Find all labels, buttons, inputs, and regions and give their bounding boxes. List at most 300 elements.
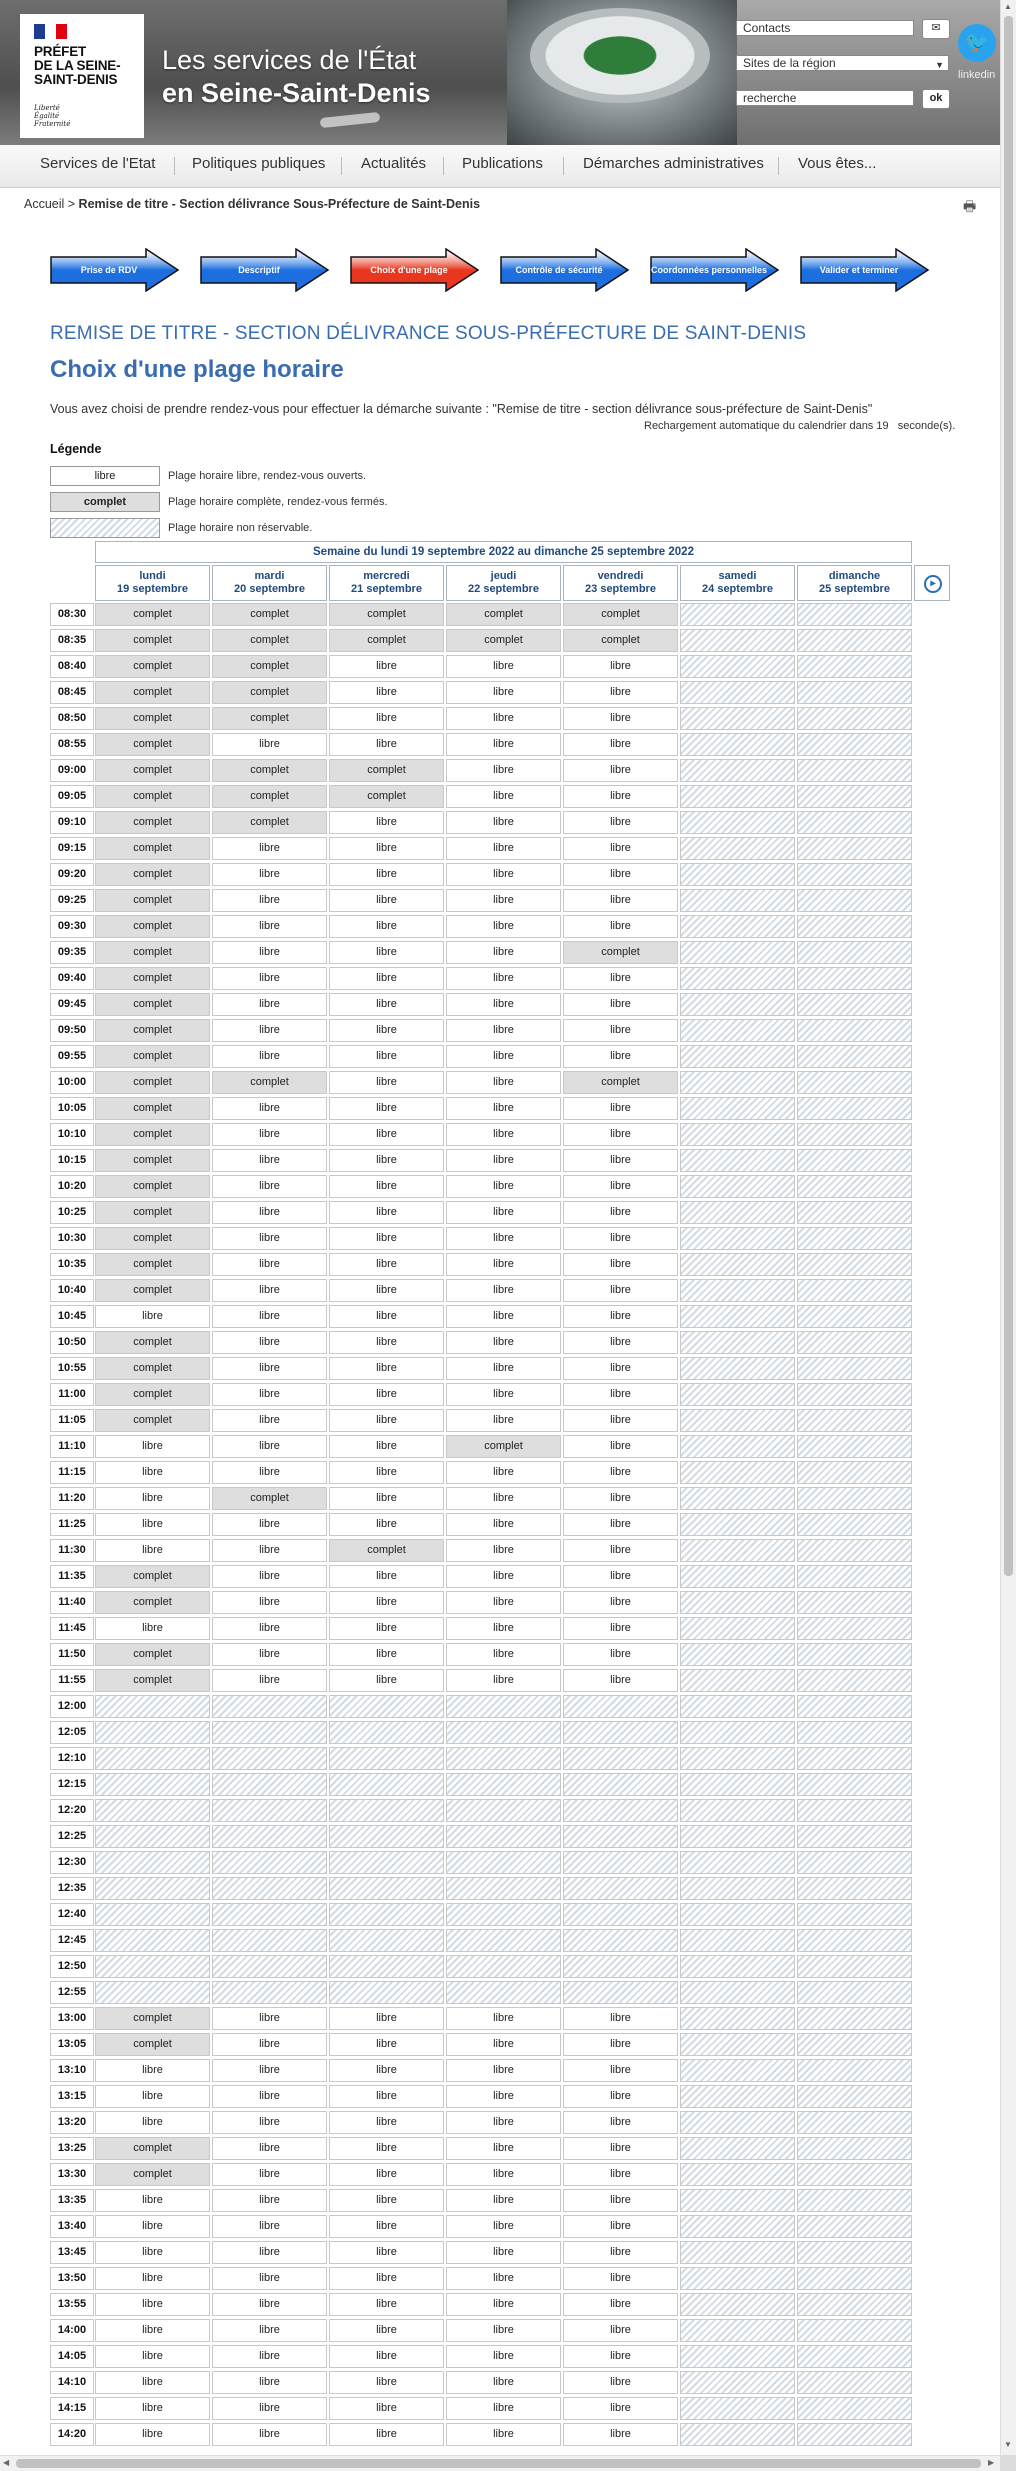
slot-libre[interactable]: libre [563,1669,678,1692]
linkedin-link[interactable]: linkedin [958,69,996,81]
slot-libre[interactable]: libre [212,1591,327,1614]
horizontal-scroll-thumb[interactable] [16,2459,981,2468]
slot-libre[interactable]: libre [212,1461,327,1484]
slot-libre[interactable]: libre [212,1539,327,1562]
slot-libre[interactable]: libre [446,2397,561,2420]
breadcrumb-home[interactable]: Accueil [24,197,65,211]
slot-libre[interactable]: libre [329,837,444,860]
slot-libre[interactable]: libre [329,1461,444,1484]
slot-libre[interactable]: libre [329,2163,444,2186]
site-title[interactable]: Les services de l'État en Seine-Saint-Denis [162,45,431,108]
scroll-left-icon[interactable]: ◀ [3,2458,10,2467]
slot-libre[interactable]: libre [329,1019,444,1042]
slot-libre[interactable]: libre [212,941,327,964]
slot-row [50,1357,914,1381]
slot-non-reservable [797,759,912,782]
slot-libre[interactable]: libre [212,1513,327,1536]
slot-libre[interactable]: libre [446,889,561,912]
slot-libre[interactable]: libre [563,915,678,938]
slot-libre[interactable]: libre [446,993,561,1016]
nav-item-vous-etes[interactable]: Vous êtes... [798,155,877,172]
slot-libre[interactable]: libre [212,1357,327,1380]
slot-libre[interactable]: libre [446,759,561,782]
slot-libre[interactable]: libre [329,655,444,678]
slot-libre[interactable]: libre [446,2215,561,2238]
slot-libre[interactable]: libre [446,2345,561,2368]
slot-libre[interactable]: libre [212,967,327,990]
slot-non-reservable [797,2345,912,2368]
slot-libre[interactable]: libre [329,967,444,990]
slot-libre[interactable]: libre [563,1019,678,1042]
slot-non-reservable [680,1981,795,2004]
slot-libre[interactable]: libre [446,1591,561,1614]
nav-item-publications[interactable]: Publications [462,155,543,172]
slot-libre[interactable]: libre [212,1331,327,1354]
slot-libre[interactable]: libre [563,2085,678,2108]
slot-libre[interactable]: libre [563,2319,678,2342]
slot-libre[interactable]: libre [446,2319,561,2342]
nav-item-services[interactable]: Services de l'Etat [40,155,156,172]
slot-libre[interactable]: libre [446,1097,561,1120]
slot-libre[interactable]: libre [329,915,444,938]
slot-libre[interactable]: libre [329,2241,444,2264]
slot-libre[interactable]: libre [563,1253,678,1276]
slot-libre[interactable]: libre [212,1435,327,1458]
slot-libre[interactable]: libre [446,1071,561,1094]
slot-libre[interactable]: libre [329,1435,444,1458]
slot-libre[interactable]: libre [329,1201,444,1224]
slot-libre[interactable]: libre [563,1643,678,1666]
nav-item-actualites[interactable]: Actualités [361,155,427,172]
slot-libre[interactable]: libre [212,1409,327,1432]
slot-libre[interactable]: libre [329,2345,444,2368]
slot-non-reservable [797,603,912,626]
slot-libre[interactable]: libre [563,1565,678,1588]
slot-non-reservable [797,785,912,808]
search-input[interactable]: recherche [736,90,914,106]
slot-libre[interactable]: libre [446,2267,561,2290]
slot-libre[interactable]: libre [329,1409,444,1432]
slot-libre[interactable]: libre [329,2007,444,2030]
slot-libre[interactable]: libre [446,941,561,964]
slot-non-reservable [563,1825,678,1848]
slot-libre[interactable]: libre [329,1383,444,1406]
slot-libre[interactable]: libre [95,2371,210,2394]
slot-libre[interactable]: libre [95,1461,210,1484]
slot-libre[interactable]: libre [446,2007,561,2030]
slot-libre[interactable]: libre [212,863,327,886]
slot-libre[interactable]: libre [329,2397,444,2420]
slot-time: 11:10 [50,1435,94,1458]
slot-libre[interactable]: libre [446,1227,561,1250]
slot-libre[interactable]: libre [563,967,678,990]
slot-libre[interactable]: libre [563,811,678,834]
slot-libre[interactable]: libre [563,1513,678,1536]
slot-time: 09:20 [50,863,94,886]
slot-libre[interactable]: libre [446,1409,561,1432]
slot-libre[interactable]: libre [446,2189,561,2212]
slot-libre[interactable]: libre [212,1305,327,1328]
slot-libre[interactable]: libre [563,889,678,912]
slot-libre[interactable]: libre [329,1487,444,1510]
slot-libre[interactable]: libre [329,2137,444,2160]
slot-libre[interactable]: libre [95,2293,210,2316]
slot-libre[interactable]: libre [563,707,678,730]
slot-libre[interactable]: libre [446,785,561,808]
slot-time: 09:55 [50,1045,94,1068]
slot-non-reservable [329,1981,444,2004]
slot-libre[interactable]: libre [446,2111,561,2134]
step-3[interactable] [350,248,480,292]
slot-libre[interactable]: libre [95,2397,210,2420]
slot-libre[interactable]: libre [446,837,561,860]
slot-libre[interactable]: libre [329,2085,444,2108]
slot-libre[interactable]: libre [95,1513,210,1536]
slot-non-reservable [680,1591,795,1614]
slot-libre[interactable]: libre [329,1591,444,1614]
slot-libre[interactable]: libre [563,1227,678,1250]
slot-libre[interactable]: libre [563,1175,678,1198]
slot-libre[interactable]: libre [329,707,444,730]
slot-libre[interactable]: libre [563,1045,678,1068]
mail-button[interactable] [922,19,950,39]
slot-libre[interactable]: libre [446,655,561,678]
slot-libre[interactable]: libre [95,2423,210,2446]
slot-libre[interactable]: libre [212,2189,327,2212]
slot-libre[interactable]: libre [446,1383,561,1406]
search-ok-button[interactable]: ok [922,89,950,109]
slot-libre[interactable]: libre [563,1201,678,1224]
scroll-up-icon[interactable]: ▲ [1004,2,1012,11]
slot-libre[interactable]: libre [212,2033,327,2056]
slot-libre[interactable]: libre [446,1253,561,1276]
slot-libre[interactable]: libre [95,1487,210,1510]
slot-libre[interactable]: libre [329,2215,444,2238]
slot-libre[interactable]: libre [329,1279,444,1302]
slot-libre[interactable]: libre [446,2033,561,2056]
slot-libre[interactable]: libre [446,1539,561,1562]
slot-libre[interactable]: libre [563,733,678,756]
slot-libre[interactable]: libre [563,2137,678,2160]
slot-libre[interactable]: libre [446,1201,561,1224]
slot-libre[interactable]: libre [212,1565,327,1588]
slot-libre[interactable]: libre [446,811,561,834]
slot-libre[interactable]: libre [563,2033,678,2056]
slot-libre[interactable]: libre [212,2059,327,2082]
slot-time: 13:50 [50,2267,94,2290]
slot-libre[interactable]: libre [446,733,561,756]
slot-libre[interactable]: libre [329,1227,444,1250]
slot-libre[interactable]: libre [329,681,444,704]
slot-libre[interactable]: libre [212,915,327,938]
slot-libre[interactable]: libre [212,2085,327,2108]
twitter-button[interactable] [958,24,996,62]
step-6[interactable] [800,248,930,292]
slot-libre[interactable]: libre [563,2007,678,2030]
slot-libre[interactable]: libre [563,1331,678,1354]
slot-libre[interactable]: libre [212,1669,327,1692]
slot-libre[interactable]: libre [446,1461,561,1484]
slot-libre[interactable]: libre [446,915,561,938]
nav-item-politiques[interactable]: Politiques publiques [192,155,326,172]
slot-libre[interactable]: libre [446,1669,561,1692]
day-header [95,565,210,601]
slot-libre[interactable]: libre [212,1643,327,1666]
slot-libre[interactable]: libre [446,681,561,704]
slot-libre[interactable]: libre [329,1123,444,1146]
slot-libre[interactable]: libre [563,1461,678,1484]
slot-non-reservable [797,2137,912,2160]
slot-libre[interactable]: libre [563,2215,678,2238]
slot-libre[interactable]: libre [212,2267,327,2290]
slot-libre[interactable]: libre [212,1097,327,1120]
slot-libre[interactable]: libre [446,1019,561,1042]
slot-libre[interactable]: libre [95,2111,210,2134]
slot-time: 08:45 [50,681,94,704]
slot-libre[interactable]: libre [563,2241,678,2264]
nav-item-demarches[interactable]: Démarches administratives [583,155,764,172]
slot-libre[interactable]: libre [212,1617,327,1640]
slot-libre[interactable]: libre [563,2267,678,2290]
slot-libre[interactable]: libre [212,993,327,1016]
slot-libre[interactable]: libre [563,1591,678,1614]
slot-non-reservable [95,1929,210,1952]
slot-libre[interactable]: libre [563,2293,678,2316]
slot-libre[interactable]: libre [446,2059,561,2082]
slot-libre[interactable]: libre [212,2111,327,2134]
slot-libre[interactable]: libre [446,1643,561,1666]
step-1[interactable] [50,248,180,292]
slot-libre[interactable]: libre [563,993,678,1016]
slot-libre[interactable]: libre [563,2189,678,2212]
slot-complet: complet [446,629,561,652]
slot-libre[interactable]: libre [212,2163,327,2186]
slot-libre[interactable]: libre [446,2293,561,2316]
slot-libre[interactable]: libre [563,863,678,886]
slot-libre[interactable]: libre [212,2371,327,2394]
slot-libre[interactable]: libre [329,1617,444,1640]
slot-libre[interactable]: libre [446,2137,561,2160]
slot-libre[interactable]: libre [212,1279,327,1302]
reload-notice: Rechargement automatique du calendrier dans 19 seconde(s). [644,420,956,432]
slot-non-reservable [797,1851,912,1874]
slot-libre[interactable]: libre [95,1435,210,1458]
slot-libre[interactable]: libre [212,2397,327,2420]
slot-libre[interactable]: libre [329,1097,444,1120]
slot-libre[interactable]: libre [446,863,561,886]
slot-libre[interactable]: libre [446,2423,561,2446]
slot-libre[interactable]: libre [446,1565,561,1588]
slot-libre[interactable]: libre [563,2397,678,2420]
slot-libre[interactable]: libre [446,1357,561,1380]
slot-libre[interactable]: libre [563,2345,678,2368]
slot-libre[interactable]: libre [329,2111,444,2134]
slot-libre[interactable]: libre [329,2189,444,2212]
slot-libre[interactable]: libre [563,1149,678,1172]
slot-libre[interactable]: libre [329,811,444,834]
slot-libre[interactable]: libre [563,1097,678,1120]
vertical-scroll-thumb[interactable] [1004,16,1013,1576]
slot-libre[interactable]: libre [329,889,444,912]
slot-libre[interactable]: libre [212,1253,327,1276]
slot-libre[interactable]: libre [329,993,444,1016]
slot-libre[interactable]: libre [563,1617,678,1640]
slot-libre[interactable]: libre [95,2319,210,2342]
slot-libre[interactable]: libre [329,1643,444,1666]
slot-libre[interactable]: libre [329,2033,444,2056]
slot-libre[interactable]: libre [95,1539,210,1562]
slot-libre[interactable]: libre [563,2111,678,2134]
slot-libre[interactable]: libre [329,2059,444,2082]
contacts-field[interactable]: Contacts [736,20,914,36]
slot-libre[interactable]: libre [212,1045,327,1068]
slot-libre[interactable]: libre [329,2267,444,2290]
slot-libre[interactable]: libre [446,2163,561,2186]
slot-libre[interactable]: libre [95,2215,210,2238]
slot-non-reservable [329,1955,444,1978]
slot-libre[interactable]: libre [563,1279,678,1302]
slot-libre[interactable]: libre [563,655,678,678]
vertical-scrollbar[interactable] [1000,0,1016,2455]
slot-libre[interactable]: libre [329,863,444,886]
slot-libre[interactable]: libre [563,837,678,860]
slot-libre[interactable]: libre [563,2371,678,2394]
slot-libre[interactable]: libre [563,785,678,808]
slot-libre[interactable]: libre [212,733,327,756]
slot-libre[interactable]: libre [212,1149,327,1172]
slot-libre[interactable]: libre [95,1305,210,1328]
slot-libre[interactable]: libre [446,1045,561,1068]
next-week-button[interactable] [914,565,950,601]
slot-libre[interactable]: libre [212,2293,327,2316]
slot-libre[interactable]: libre [446,2085,561,2108]
slot-libre[interactable]: libre [329,1149,444,1172]
slot-libre[interactable]: libre [563,1123,678,1146]
slot-libre[interactable]: libre [563,1409,678,1432]
slot-libre[interactable]: libre [563,1487,678,1510]
slot-libre[interactable]: libre [329,1565,444,1588]
slot-libre[interactable]: libre [563,2059,678,2082]
slot-libre[interactable]: libre [446,2241,561,2264]
slot-libre[interactable]: libre [446,1617,561,1640]
slot-libre[interactable]: libre [329,1513,444,1536]
region-select[interactable]: Sites de la région ▼ [736,55,949,71]
slot-libre[interactable]: libre [212,2215,327,2238]
slot-libre[interactable]: libre [563,681,678,704]
slot-time: 12:25 [50,1825,94,1848]
slot-libre[interactable]: libre [212,2137,327,2160]
prefet-logo[interactable] [20,14,144,138]
slot-libre[interactable]: libre [212,2423,327,2446]
slot-libre[interactable]: libre [95,1617,210,1640]
step-2[interactable] [200,248,330,292]
slot-libre[interactable]: libre [563,2163,678,2186]
slot-libre[interactable]: libre [212,1123,327,1146]
slot-libre[interactable]: libre [446,1149,561,1172]
slot-libre[interactable]: libre [329,2293,444,2316]
slot-libre[interactable]: libre [212,2007,327,2030]
slot-libre[interactable]: libre [212,889,327,912]
slot-libre[interactable]: libre [329,1331,444,1354]
slot-libre[interactable]: libre [212,2319,327,2342]
nav-divider [443,157,444,175]
slot-libre[interactable]: libre [329,1045,444,1068]
slot-libre[interactable]: libre [446,2371,561,2394]
scroll-right-icon[interactable]: ▶ [988,2458,995,2467]
slot-libre[interactable]: libre [329,1253,444,1276]
slot-non-reservable [680,1695,795,1718]
slot-libre[interactable]: libre [563,1539,678,1562]
slot-libre[interactable]: libre [329,733,444,756]
slot-libre[interactable]: libre [329,1071,444,1094]
slot-libre[interactable]: libre [446,1513,561,1536]
slot-time: 12:35 [50,1877,94,1900]
slot-time: 10:30 [50,1227,94,1250]
slot-libre[interactable]: libre [446,967,561,990]
slot-complet: complet [329,603,444,626]
slot-libre[interactable]: libre [329,2423,444,2446]
slot-libre[interactable]: libre [563,759,678,782]
slot-libre[interactable]: libre [212,2241,327,2264]
slot-non-reservable [446,1955,561,1978]
slot-libre[interactable]: libre [329,1305,444,1328]
slot-libre[interactable]: libre [95,2345,210,2368]
slot-libre[interactable]: libre [95,2059,210,2082]
slot-libre[interactable]: libre [329,1357,444,1380]
slot-non-reservable [563,1773,678,1796]
slot-libre[interactable]: libre [95,2241,210,2264]
slot-libre[interactable]: libre [446,1123,561,1146]
slot-libre[interactable]: libre [212,1201,327,1224]
slot-libre[interactable]: libre [446,707,561,730]
slot-libre[interactable]: libre [329,2371,444,2394]
slot-libre[interactable]: libre [446,1279,561,1302]
slot-libre[interactable]: libre [329,941,444,964]
step-5[interactable] [650,248,780,292]
step-4[interactable] [500,248,630,292]
slot-libre[interactable]: libre [563,1435,678,1458]
slot-libre[interactable]: libre [212,1019,327,1042]
slot-libre[interactable]: libre [446,1305,561,1328]
slot-libre[interactable]: libre [446,1331,561,1354]
slot-libre[interactable]: libre [563,1357,678,1380]
slot-libre[interactable]: libre [446,1175,561,1198]
slot-complet: complet [212,707,327,730]
slot-libre[interactable]: libre [95,2189,210,2212]
slot-non-reservable [797,1903,912,1926]
print-icon[interactable]: 🖶 [963,198,977,214]
slot-libre[interactable]: libre [95,2267,210,2290]
slot-libre[interactable]: libre [212,837,327,860]
slot-libre[interactable]: libre [329,1669,444,1692]
slot-libre[interactable]: libre [212,1175,327,1198]
slot-libre[interactable]: libre [212,1383,327,1406]
slot-non-reservable [95,1773,210,1796]
slot-complet: complet [95,1123,210,1146]
slot-libre[interactable]: libre [563,1305,678,1328]
slot-libre[interactable]: libre [563,2423,678,2446]
scroll-down-icon[interactable]: ▼ [1004,2440,1012,2449]
horizontal-scrollbar[interactable] [0,2455,1000,2471]
slot-libre[interactable]: libre [446,1487,561,1510]
slot-libre[interactable]: libre [329,1175,444,1198]
slot-row [50,1799,914,1823]
slot-libre[interactable]: libre [563,1383,678,1406]
slot-libre[interactable]: libre [329,2319,444,2342]
slot-libre[interactable]: libre [95,2085,210,2108]
slot-libre[interactable]: libre [212,2345,327,2368]
slot-libre[interactable]: libre [212,1227,327,1250]
